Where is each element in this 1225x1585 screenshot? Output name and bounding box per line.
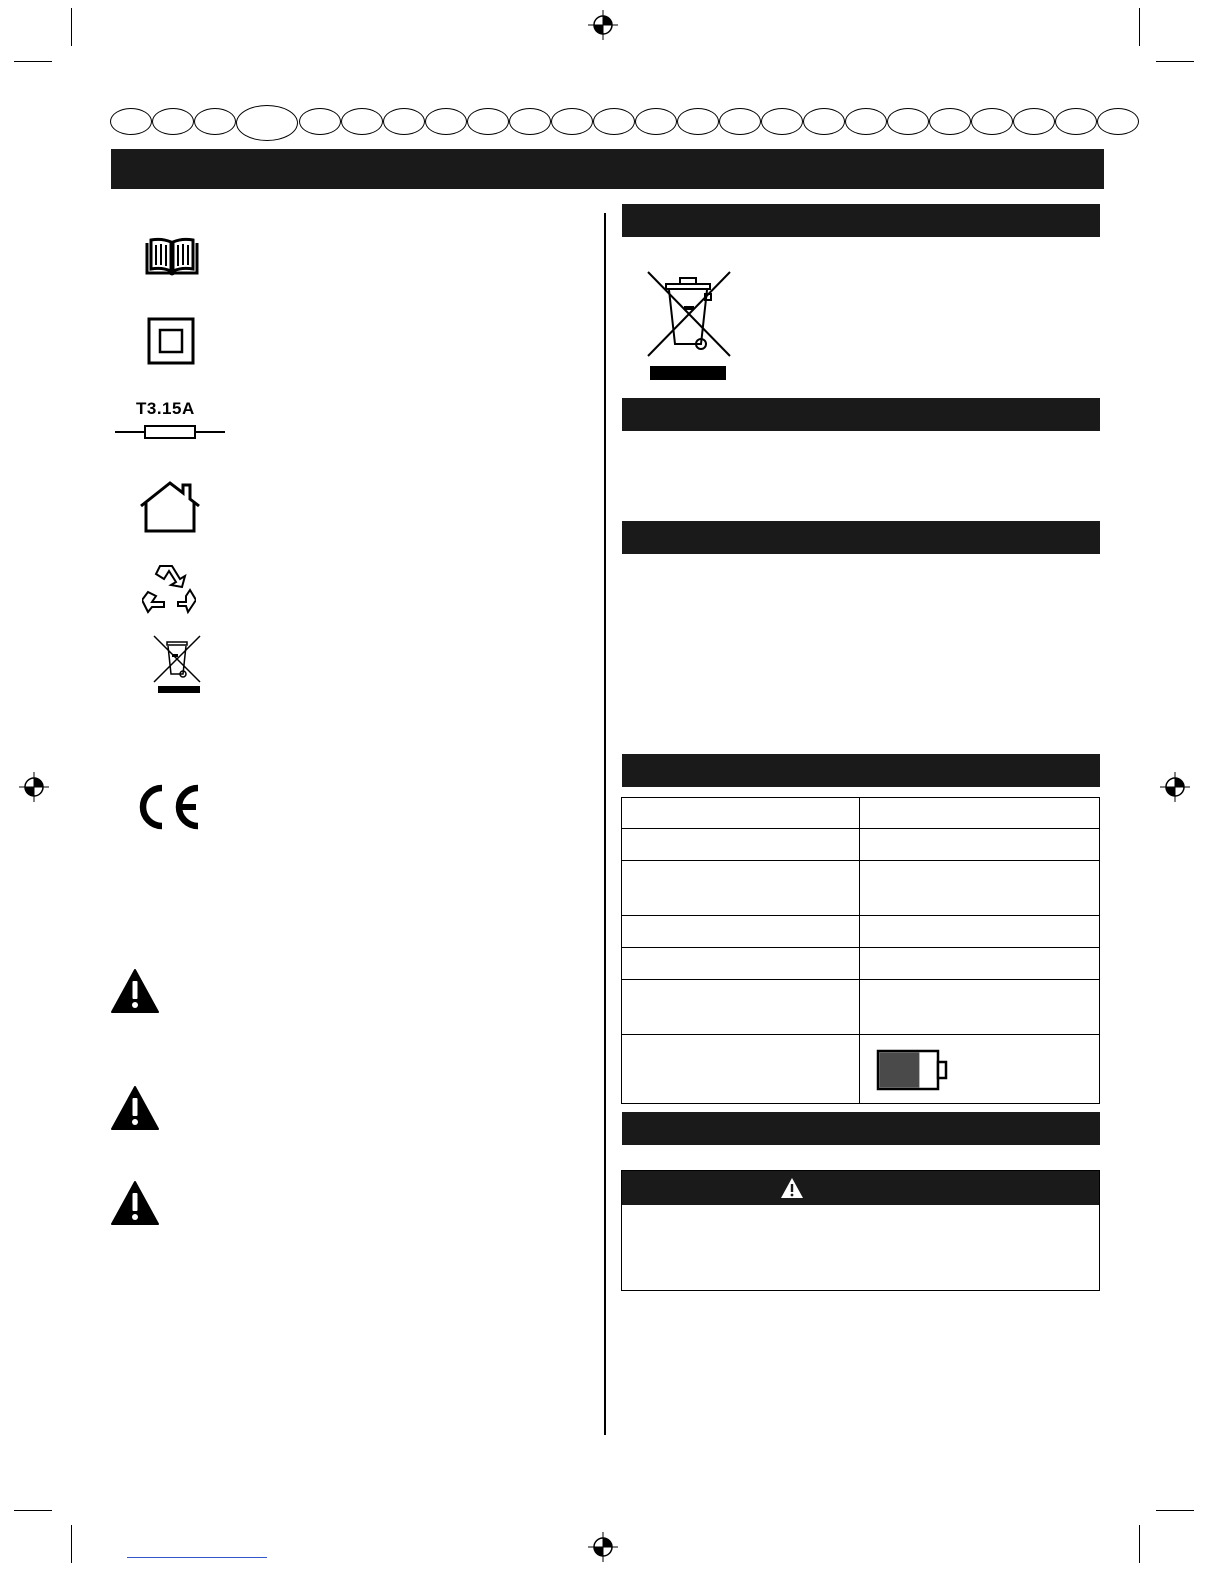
language-tab[interactable] (341, 108, 383, 135)
language-tab[interactable] (803, 108, 845, 135)
warning-triangle-icon (110, 968, 160, 1014)
spec-value (860, 948, 1100, 980)
language-tab[interactable] (551, 108, 593, 135)
fuse-label: T3.15A (136, 399, 195, 418)
registration-mark-icon (588, 10, 618, 40)
specifications-table (621, 797, 1100, 1104)
language-tab[interactable] (425, 108, 467, 135)
language-tab[interactable] (1097, 108, 1139, 135)
ce-mark-icon (136, 782, 206, 832)
spec-value (860, 829, 1100, 861)
language-tab[interactable] (1013, 108, 1055, 135)
table-row (622, 1035, 1100, 1104)
language-tab[interactable] (677, 108, 719, 135)
crop-mark (14, 1510, 52, 1511)
registration-mark-icon (1160, 772, 1190, 802)
spec-label (622, 948, 860, 980)
weee-bin-icon (644, 268, 734, 384)
environment-section-bar (622, 204, 1100, 237)
double-insulation-icon (147, 317, 195, 365)
spec-value (860, 916, 1100, 948)
crop-mark (1139, 1525, 1140, 1563)
crop-mark (1156, 1510, 1194, 1511)
language-tab[interactable] (929, 108, 971, 135)
column-divider (604, 213, 606, 1435)
language-tab[interactable] (1055, 108, 1097, 135)
spec-label (622, 798, 860, 829)
fuse-icon (115, 422, 225, 442)
language-tab[interactable] (635, 108, 677, 135)
language-tab[interactable] (845, 108, 887, 135)
warning-box (621, 1170, 1100, 1291)
registration-mark-icon (19, 772, 49, 802)
recycle-icon (142, 562, 196, 614)
warning-triangle-icon (110, 1085, 160, 1131)
specifications-section-bar (622, 754, 1100, 787)
warning-triangle-icon (110, 1180, 160, 1226)
table-row (622, 829, 1100, 861)
section-bar-5 (622, 1112, 1100, 1145)
warning-triangle-icon (780, 1177, 804, 1199)
read-manual-icon (144, 237, 200, 277)
crop-mark (14, 61, 52, 62)
page-title-bar (111, 149, 1104, 189)
spec-value (860, 980, 1100, 1035)
spec-label (622, 1035, 860, 1104)
warning-box-header (622, 1171, 1099, 1205)
crop-mark (71, 1525, 72, 1563)
section-bar-3 (622, 521, 1100, 554)
language-tab[interactable] (509, 108, 551, 135)
footer-link-line (127, 1557, 267, 1558)
crop-mark (71, 8, 72, 46)
spec-value (860, 861, 1100, 916)
crop-mark (1139, 8, 1140, 46)
table-row (622, 948, 1100, 980)
language-tab[interactable] (152, 108, 194, 135)
battery-icon (876, 1049, 948, 1091)
spec-label (622, 861, 860, 916)
language-tab[interactable] (971, 108, 1013, 135)
language-tab[interactable] (719, 108, 761, 135)
page-title (111, 159, 121, 179)
language-tab[interactable] (299, 108, 341, 135)
spec-value-cell (860, 1035, 1100, 1104)
language-tab[interactable] (110, 108, 152, 135)
crop-mark (1156, 61, 1194, 62)
spec-value (860, 798, 1100, 829)
spec-label (622, 980, 860, 1035)
language-tab[interactable] (887, 108, 929, 135)
battery-level-fill (880, 1053, 920, 1088)
table-row (622, 916, 1100, 948)
table-row (622, 798, 1100, 829)
spec-label (622, 829, 860, 861)
language-tab[interactable] (194, 108, 236, 135)
language-tab-active[interactable] (236, 105, 298, 141)
table-row (622, 980, 1100, 1035)
table-row (622, 861, 1100, 916)
registration-mark-icon (588, 1532, 618, 1562)
indoor-use-icon (137, 480, 203, 534)
spec-label (622, 916, 860, 948)
language-tab[interactable] (467, 108, 509, 135)
language-tab[interactable] (593, 108, 635, 135)
section-bar-2 (622, 398, 1100, 431)
language-tab[interactable] (383, 108, 425, 135)
weee-bin-icon (150, 632, 204, 694)
language-tab[interactable] (761, 108, 803, 135)
